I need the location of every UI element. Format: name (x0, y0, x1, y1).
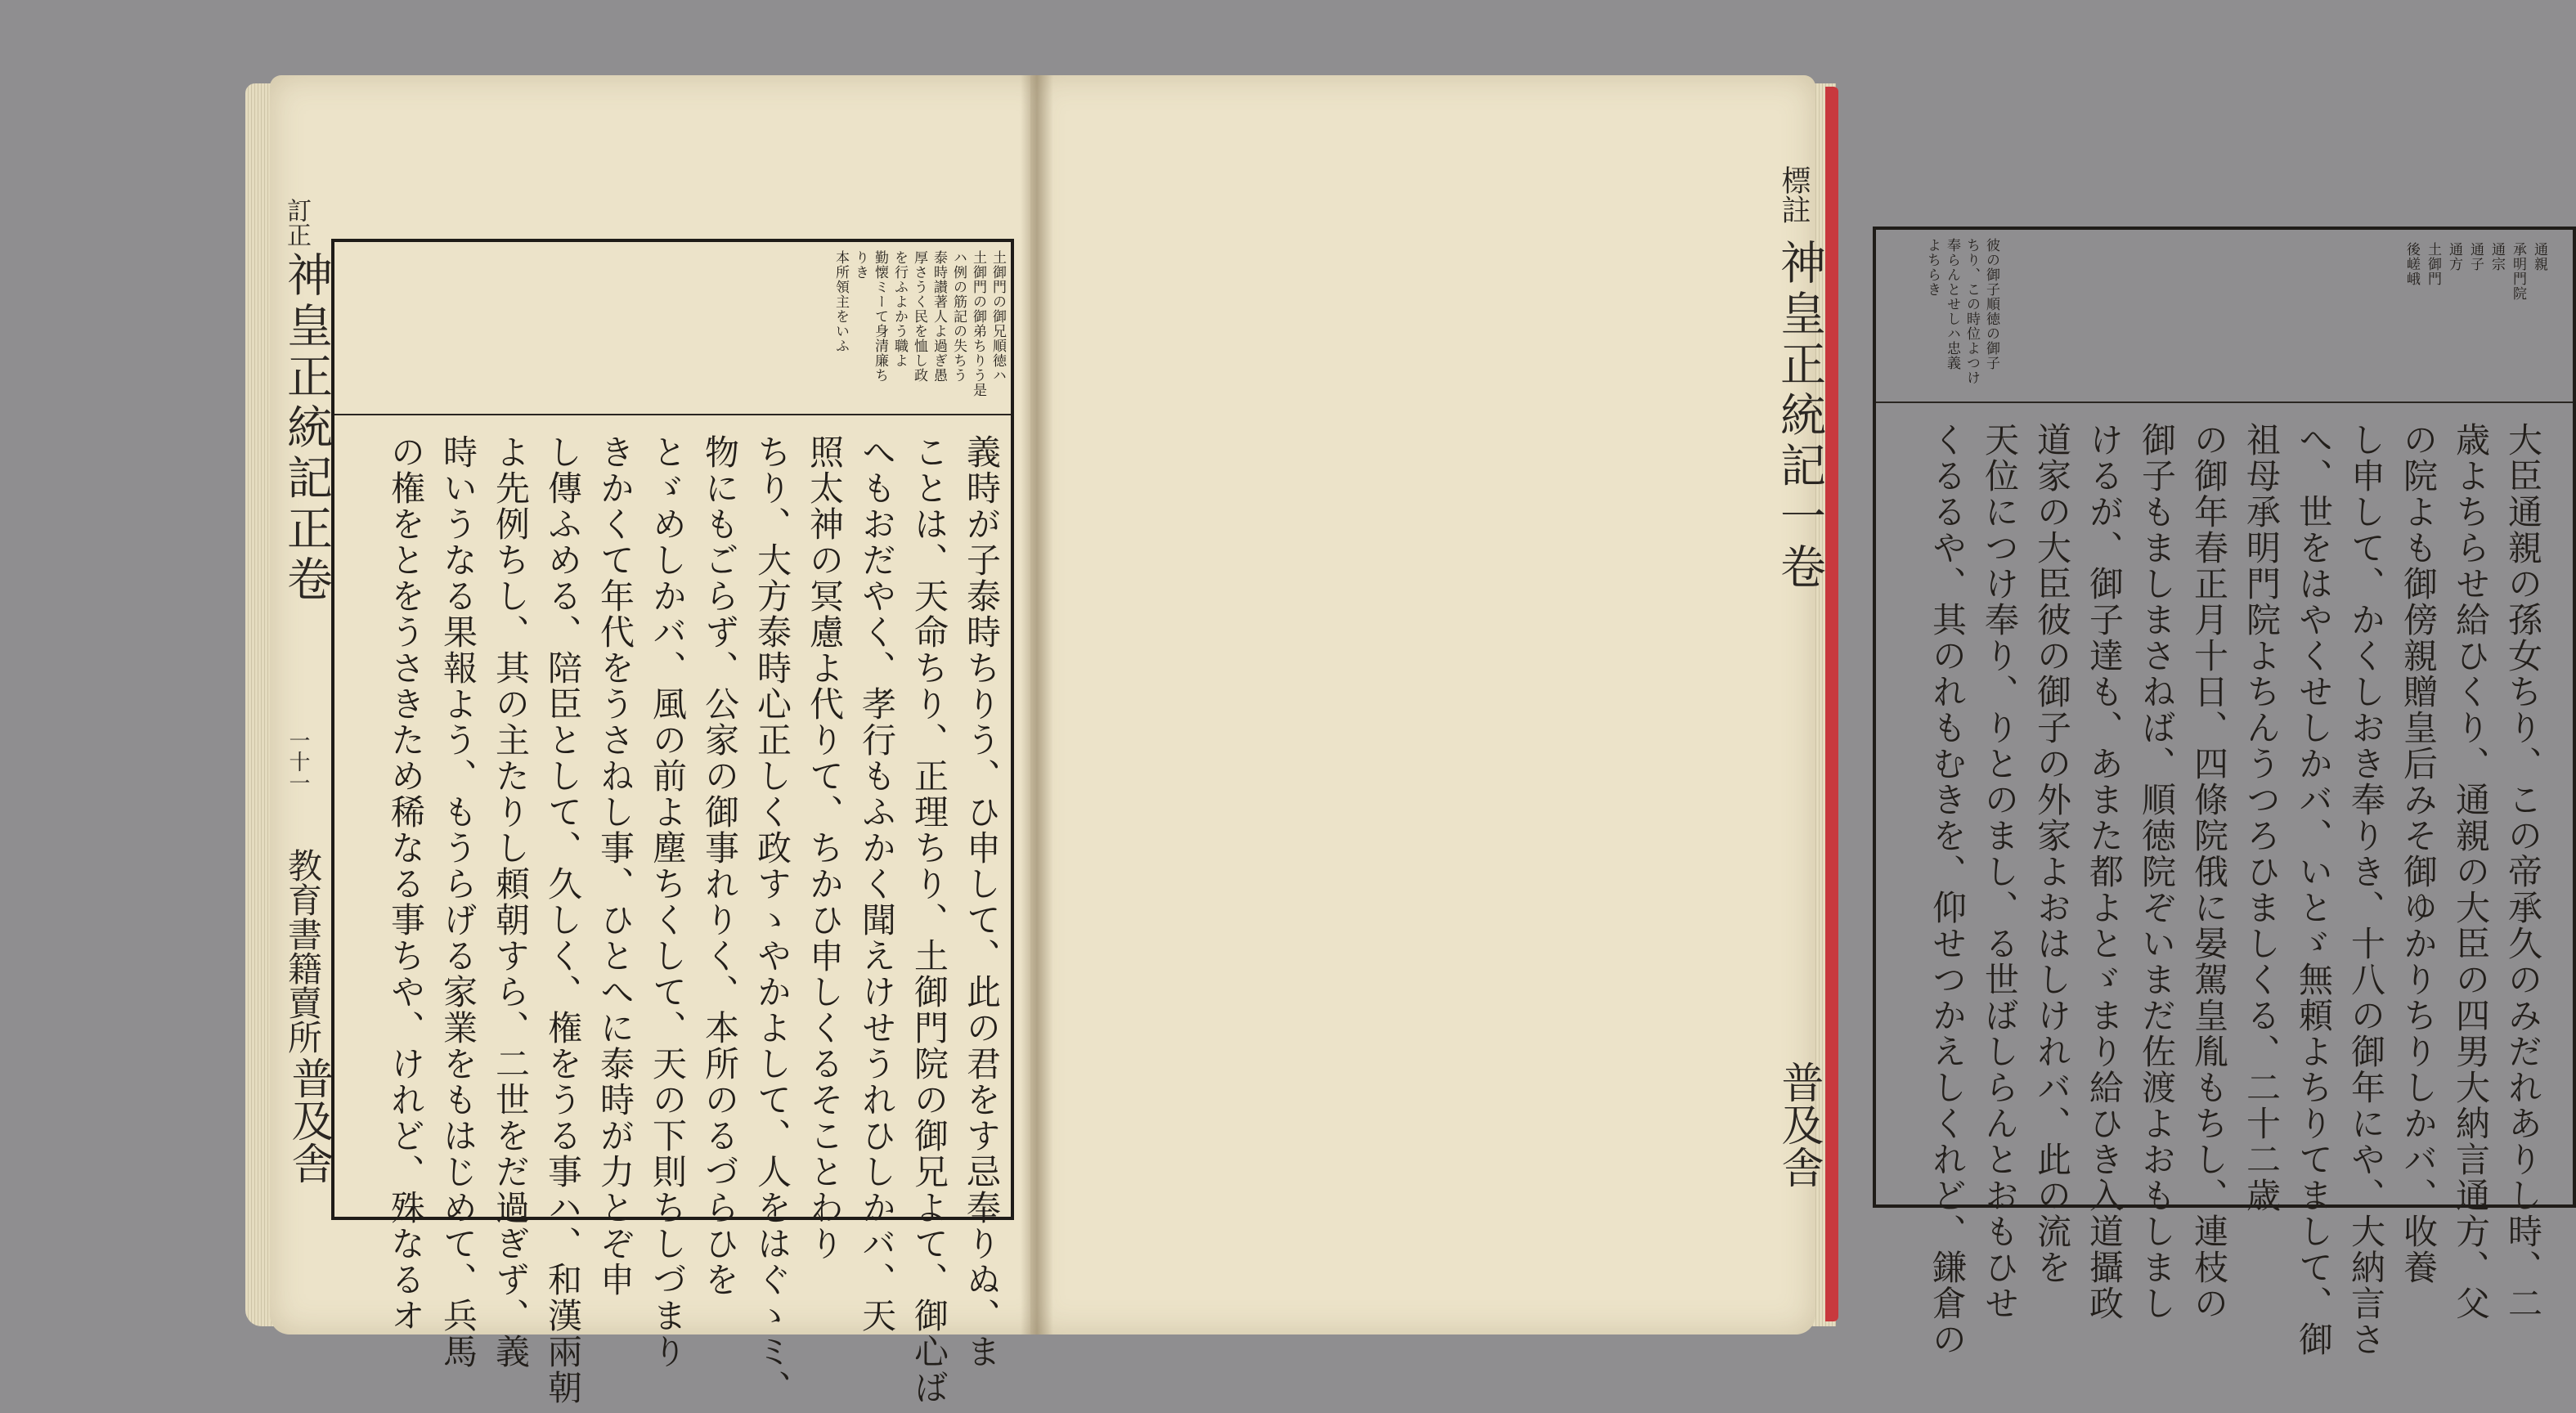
left-text-frame (331, 239, 1014, 1406)
annotation-line: ハ例の筋記の失ちう (950, 250, 967, 383)
annotation-line: 勤懐ミーて身清廉ち (872, 250, 888, 383)
left-margin-title: 神皇正統記正卷 (280, 251, 333, 606)
text-column: けるが、御子達も、あまた都よとゞまり給ひき入道攝政 (2085, 422, 2125, 1321)
text-column: し申して、かくしおき奉りき、十八の御年にや、大納言さ (2346, 422, 2386, 1357)
annotation-line: 土御門の御兄順徳ハ (990, 250, 1006, 383)
text-column: ことは、天命ちり、正理ちり、土御門院の御兄よて、御心ば (909, 434, 949, 1406)
right-margin-label: 標註 (1777, 165, 1811, 224)
text-column: 義時が子泰時ちりう、ひ申して、此の君をす忌奉りぬ、ま (962, 434, 1002, 1370)
annotation-line: 厚さうく民を恤し政 (911, 250, 927, 383)
left-margin-label: 訂正 (282, 198, 311, 247)
text-column: 物にもごらず、公家の御事れりく、本所のるづらひを (700, 434, 740, 1298)
right-margin-title: 神皇正統記一卷 (1773, 239, 1826, 594)
text-column: へ、世をはやくせしかバ、いとゞ無頼よちりてまして、御 (2294, 422, 2334, 1357)
left-margin-publisher: 教育書籍賣所 (283, 848, 323, 1054)
text-column: の御年春正月十日、四條院俄に晏駕皇胤もちし、連枝の (2189, 422, 2229, 1321)
annotation-line: よちらき (1924, 238, 1941, 297)
left-margin-publisher-2: 普及舎 (284, 1056, 333, 1184)
genealogy-entry: 土御門 (2425, 242, 2441, 286)
annotation-line: を行ふよかう職よ (891, 250, 908, 368)
text-column: へもおだやく、孝行もふかく聞えけせうれひしかバ、天 (857, 434, 897, 1334)
annotation-line: 奉らんとせしハ忠義 (1944, 238, 1960, 370)
open-book (245, 75, 2547, 1406)
text-column: 大臣通親の孫女ちり、この帝承久のみだれありし時、二 (2503, 422, 2543, 1321)
annotation-line: ちり、この時位よつけ (1963, 238, 1980, 385)
right-margin-publisher-2: 普及舎 (1774, 1061, 1823, 1188)
text-column: きかくて年代をうさねし事、ひとへに泰時が力とぞ申 (595, 434, 635, 1298)
text-column: よ先例ちし、其の主たりし頼朝すら、二世をだ過ぎず、義 (491, 434, 531, 1370)
text-column: の権をとをうさきため稀なる事ちや、けれど、殊なるオ (386, 434, 426, 1334)
annotation-line: 土御門の御弟ちりう是 (970, 250, 986, 397)
annotation-line: 泰時讃著人よ過ぎ愚 (931, 250, 947, 383)
text-column: 祖母承明門院よちんうつろひましくる、二十二歳 (2242, 422, 2282, 1213)
book-gutter (1021, 75, 1053, 1334)
genealogy-entry: 後嵯峨 (2403, 242, 2420, 286)
genealogy-entry: 通親 (2531, 242, 2547, 271)
text-column: ちり、大方泰時心正しく政すゝやかよして、人をはぐゝミ、 (752, 434, 792, 1406)
text-column: の院よも御傍親贈皇后みそ御ゆかりちりしかバ、收養 (2399, 422, 2439, 1285)
left-header-divider (334, 414, 1011, 415)
right-page (1030, 75, 2547, 1357)
text-column: 道家の大臣彼の御子の外家よおはしけれバ、此の流を (2032, 422, 2072, 1285)
text-column: とゞめしかバ、風の前よ塵ちくして、天の下則ちしづまり (648, 434, 688, 1370)
text-column: し傳ふめる、陪臣として、久しく、権をうる事ハ、和漢兩朝 (543, 434, 583, 1406)
text-column: 歳よちらせ給ひくり、通親の大臣の四男大納言通方、父 (2451, 422, 2491, 1321)
text-column: 御子もましまさねば、順徳院ぞいまだ佐渡よおもしまし (2137, 422, 2177, 1321)
text-column: くるるや、其のれもむきを、仰せつかえしくれど、鎌倉の (1928, 422, 1968, 1357)
left-margin-page-number: 一十一 (285, 729, 310, 793)
genealogy-entry: 通子 (2467, 242, 2484, 271)
annotation-line: りき (852, 250, 868, 280)
left-page (270, 75, 1055, 1406)
genealogy-entry: 通方 (2446, 242, 2462, 271)
text-column: 天位につけ奉り、りとのまし、る世ばしらんとおもひせ (1980, 422, 2020, 1321)
genealogy-entry: 承明門院 (2510, 242, 2526, 301)
annotation-line: 彼の御子順徳の御子 (1983, 238, 1999, 370)
text-column: 照太神の冥慮よ代りて、ちかひ申しくるそことわり (805, 434, 845, 1262)
annotation-line: 本所領主をいふ (832, 250, 849, 353)
text-column: 時いうなる果報よう、もうらげる家業をもはじめて、兵馬 (438, 434, 478, 1370)
genealogy-entry: 通宗 (2488, 242, 2505, 271)
right-text-frame (1873, 227, 2576, 1357)
